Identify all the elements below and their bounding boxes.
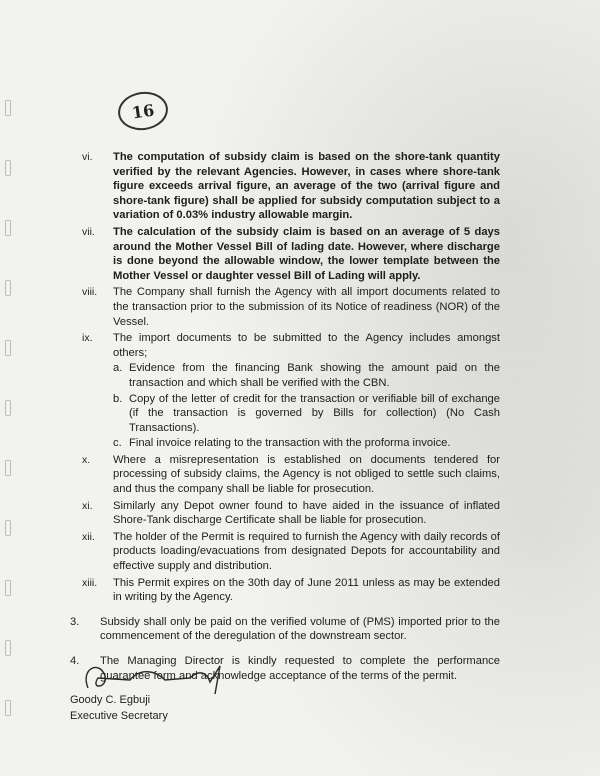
condition-text: The import documents to be submitted to the Agency includes amongst others; (113, 332, 500, 359)
condition-number: vi. (82, 151, 93, 163)
condition-number: vii. (82, 225, 95, 238)
sub-item (113, 436, 500, 451)
sub-item (113, 361, 500, 390)
paragraph-text: The Managing Director is kindly requested to complete the performance guarantee form and acknowledge acceptance of the terms of the permit. (100, 655, 500, 682)
condition-number: xii. (82, 530, 95, 543)
condition-item (70, 225, 500, 283)
condition-text: Where a misrepresentation is established on documents tendered for processing of subsidy claims, the Agency is not obliged to settle such claims, and thus the company shall be liable for prosecution. (113, 453, 500, 496)
closing-paragraph (70, 615, 500, 644)
paragraph-text: Subsidy shall only be paid on the verified volume of (PMS) imported prior to the commencement of the deregulation of the downstream sector. (100, 615, 500, 643)
condition-text: Similarly any Depot owner found to have aided in the issuance of inflated Shore-Tank discharge Certificate shall be liable for prosecution. (113, 499, 500, 527)
condition-text: The holder of the Permit is required to furnish the Agency with daily records of products loading/evacuations from designated Depots for accountability and effective supply and distribution. (113, 530, 500, 573)
condition-number: xiii. (82, 576, 98, 589)
condition-body (113, 225, 500, 283)
condition-item (70, 331, 500, 451)
signatory-name: Goody C. Egbuji (70, 694, 151, 706)
sub-item (113, 392, 500, 436)
paragraph-number: 4. (70, 655, 80, 667)
condition-text: The Company shall furnish the Agency with all import documents related to the transaction prior to the submission of its Notice of readiness (NOR) of the Vessel. (113, 286, 500, 328)
condition-number: viii. (82, 286, 98, 299)
sub-item-text: Evidence from the financing Bank showing the amount paid on the transaction and which shall be verified with the CBN. (129, 362, 500, 389)
condition-number: x. (82, 453, 91, 466)
condition-item (70, 285, 500, 329)
handwritten-page-number: 16 (116, 89, 171, 134)
condition-body (113, 453, 500, 497)
condition-body (113, 285, 500, 329)
condition-item (70, 499, 500, 528)
condition-body (113, 499, 500, 528)
condition-item (70, 576, 500, 605)
condition-body (113, 576, 500, 605)
signatory-title: Executive Secretary (70, 710, 168, 722)
paragraph-number: 3. (70, 615, 80, 628)
condition-text: This Permit expires on the 30th day of June 2011 unless as may be extended in writing by the Agency. (113, 576, 500, 604)
condition-text: The computation of subsidy claim is based on the shore-tank quantity verified by the relevant Agencies. However, in cases where shore-tank figure exceeds arrival figure, an average of the two (arrival figure and shore-tank figure) shall be applied for subsidy computation subject to a variation of 0.03% industry allowable margin. (113, 151, 500, 222)
condition-number: ix. (82, 332, 93, 345)
signature-block (70, 658, 320, 728)
condition-item (70, 150, 500, 223)
sub-item-text: Copy of the letter of credit for the transaction or verifiable bill of exchange (if the transaction is governed by Bills for collection) (No Cash Transactions). (129, 392, 500, 434)
permit-conditions (70, 150, 500, 683)
condition-item (70, 453, 500, 497)
condition-text: The calculation of the subsidy claim is based on an average of 5 days around the Mother Vessel Bill of lading date. However, where discharge is done beyond the allowable window, the lower template between the Mother Vessel or daughter vessel Bill of Lading will apply. (113, 225, 500, 282)
condition-body (113, 530, 500, 574)
conditions-list (70, 150, 500, 605)
condition-number: xi. (82, 499, 93, 512)
condition-item (70, 530, 500, 574)
sub-item-label: a. (113, 362, 123, 375)
condition-body (113, 331, 500, 451)
handwritten-signature (70, 658, 230, 698)
sub-item-label: b. (113, 392, 123, 405)
sub-item-label: c. (113, 437, 122, 450)
sub-item-text: Final invoice relating to the transaction with the proforma invoice. (129, 437, 451, 450)
condition-body (113, 150, 500, 223)
